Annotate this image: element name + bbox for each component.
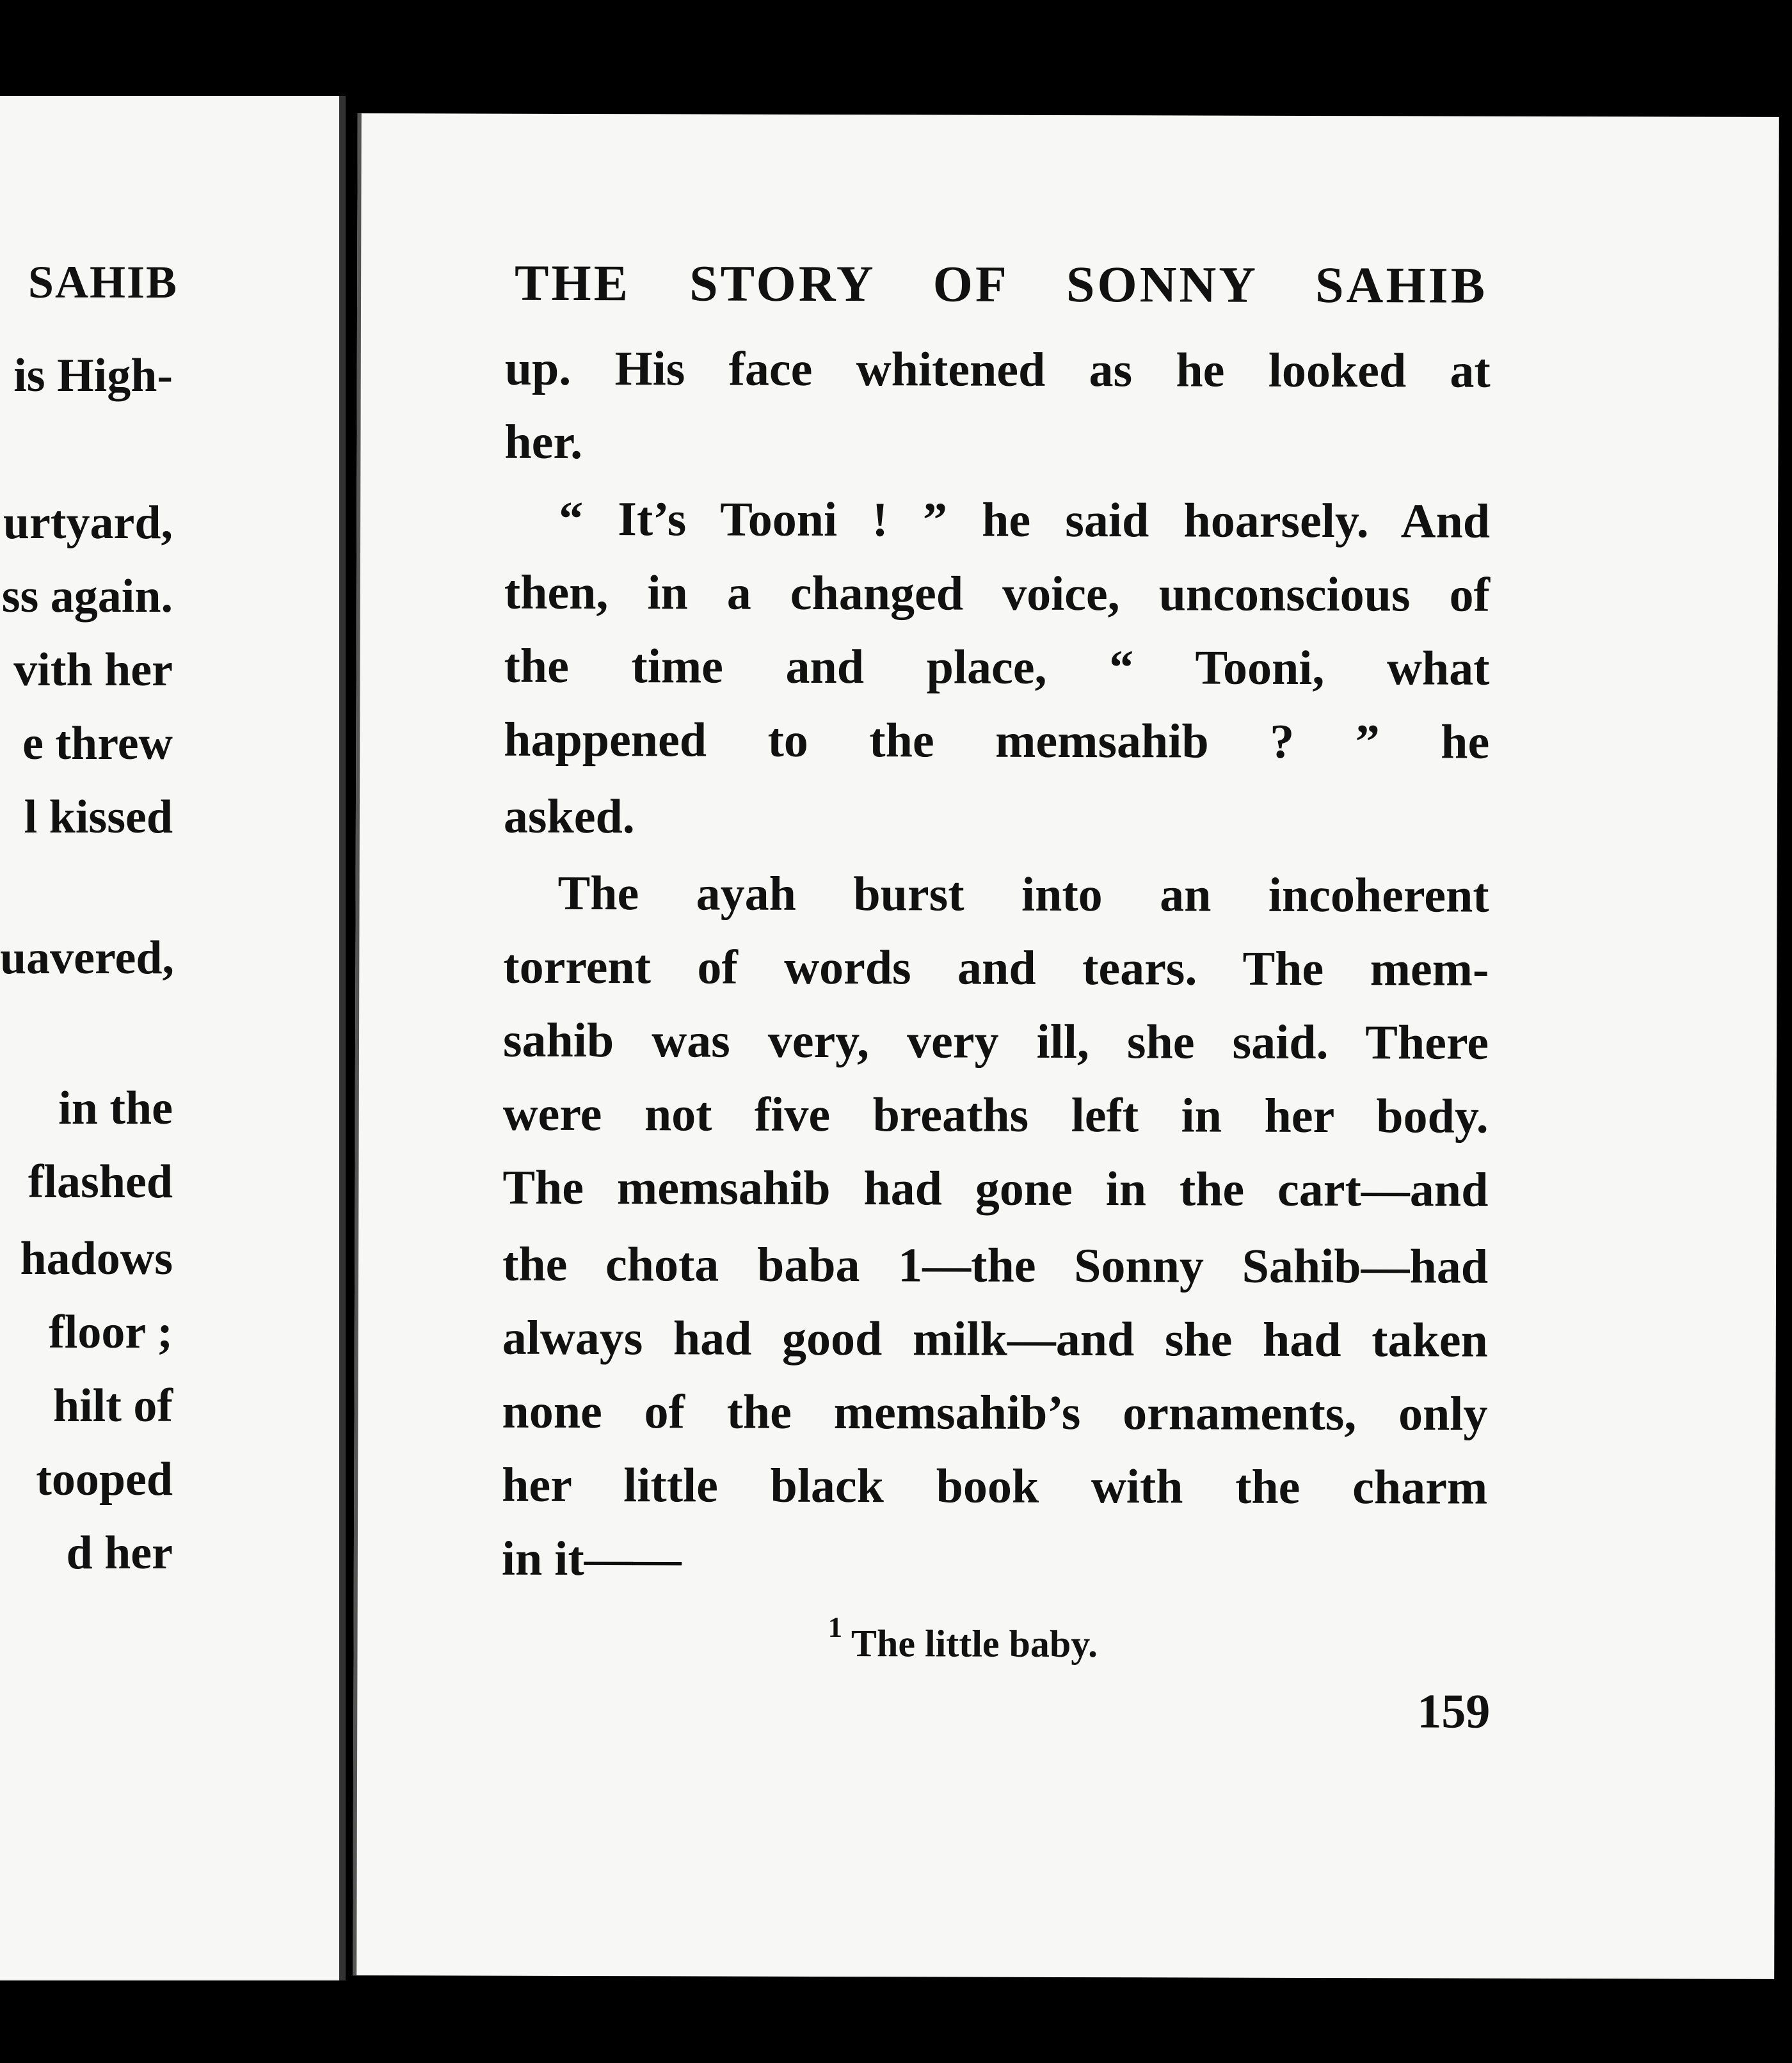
text-line: “ It’s Tooni ! ” he said hoarsely. And [559,491,1491,548]
left-text-line: hilt of [52,1380,173,1432]
text-line: were not five breaths left in her body. [502,1087,1489,1143]
text-line: always had good milk—and she had taken [502,1310,1488,1367]
footnote-marker: 1 [828,1611,843,1644]
text-line: her. [504,415,583,470]
running-head: THE STORY OF SONNY SAHIB [515,255,1488,314]
left-text-line: tooped [36,1453,173,1506]
text-line: sahib was very, very ill, she said. There [502,1013,1489,1070]
text-line: torrent of words and tears. The mem- [503,939,1489,996]
text-line: up. His face whitened as he looked at [504,341,1491,398]
text-line: then, in a changed voice, unconscious of [504,565,1490,622]
text-line: in it—— [501,1531,682,1586]
left-text-line: e threw [22,717,173,770]
left-text-line: ss again. [1,570,173,623]
text-line: The ayah burst into an incoherent [557,866,1489,923]
text-line: the chota baba 1—the Sonny Sahib—had [502,1237,1489,1294]
left-text-line: flashed [28,1156,173,1208]
left-text-line: floor ; [49,1306,173,1358]
page-number: 159 [1417,1684,1491,1739]
left-text-line: is High- [13,349,173,402]
left-running-head: SAHIB [28,257,178,308]
text-line: The memsahib had gone in the cart—and [502,1160,1489,1217]
left-text-line: uavered, [0,932,175,984]
left-text-line: l kissed [24,791,173,843]
text-line: the time and place, “ Tooni, what [504,639,1490,696]
left-text-line: hadows [20,1232,173,1285]
left-text-line: vith her [13,644,173,696]
footnote-text: The little baby. [851,1622,1098,1666]
text-line: asked. [503,789,635,844]
right-page [353,113,1779,1979]
left-text-line: in the [58,1082,173,1135]
left-text-line: urtyard, [3,497,173,549]
text-line: none of the memsahib’s ornaments, only [502,1384,1488,1441]
text-line: her little black book with the charm [502,1458,1488,1515]
footnote [828,1611,1098,1666]
left-text-line: d her [66,1527,173,1579]
text-line: happened to the memsahib ? ” he [504,712,1490,769]
left-page [0,96,346,1980]
